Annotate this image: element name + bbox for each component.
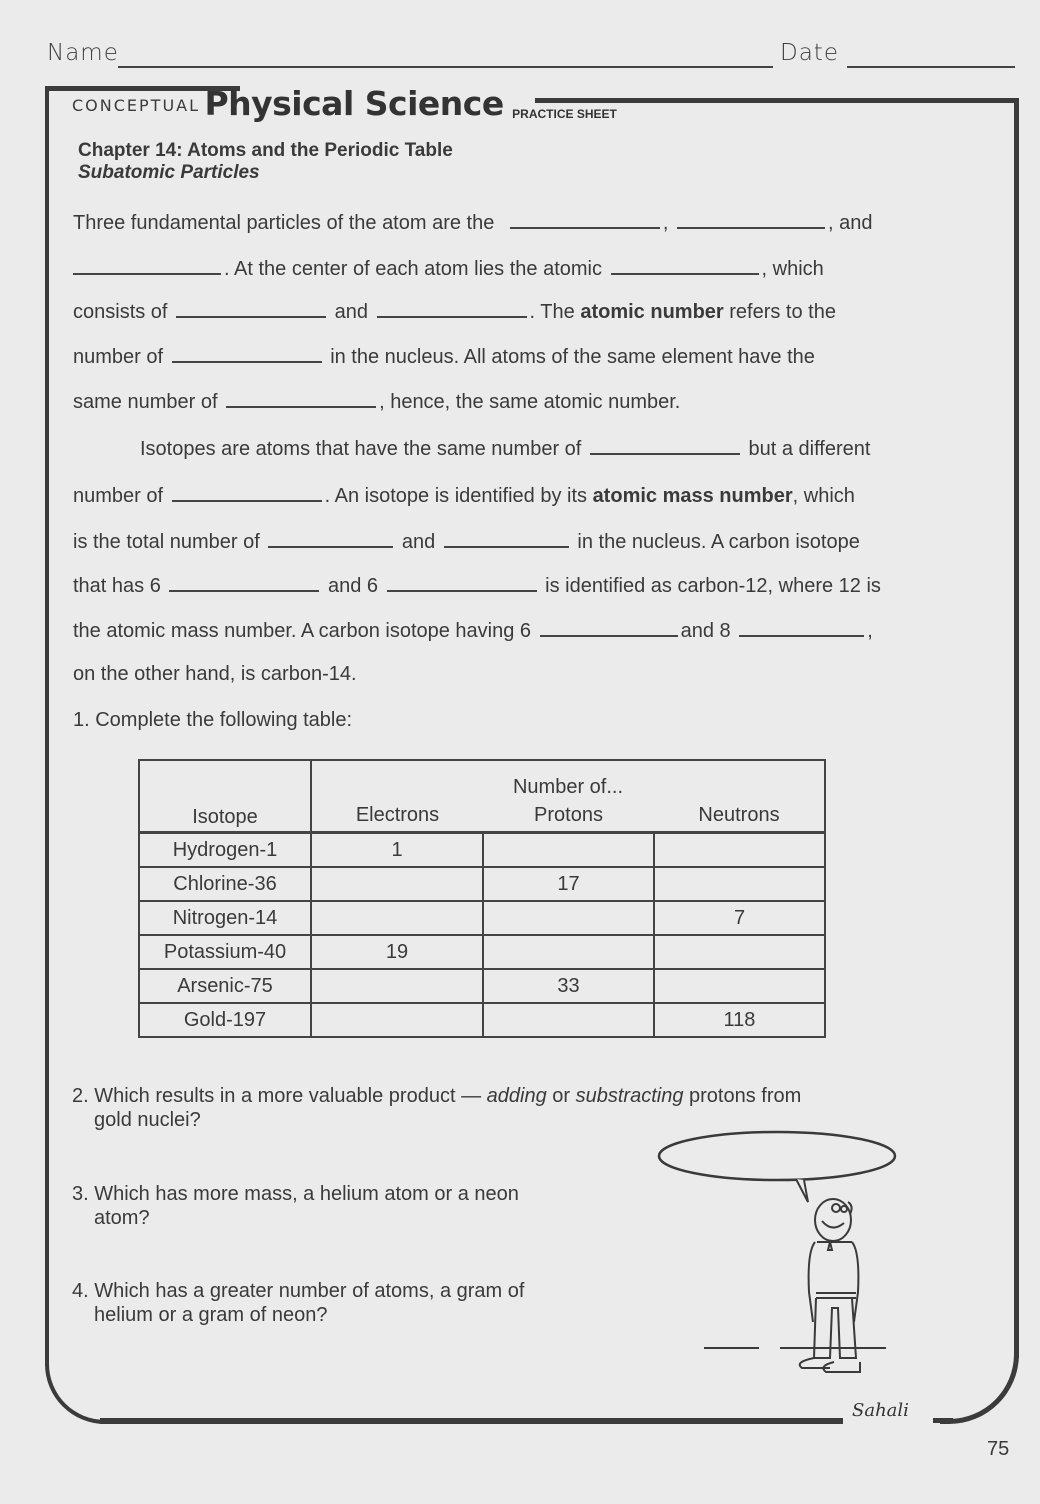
table-row — [139, 1003, 825, 1037]
text: 2. Which results in a more valuable product — — [72, 1085, 487, 1107]
text-line — [73, 663, 357, 686]
section-subtitle: Subatomic Particles — [78, 162, 260, 183]
fill-blank[interactable] — [172, 345, 322, 363]
text: Three fundamental particles of the atom are the — [73, 212, 495, 234]
fill-blank[interactable] — [73, 257, 221, 275]
text: , hence, the same atomic number. — [379, 391, 681, 413]
text-line — [73, 211, 873, 235]
fill-blank[interactable] — [176, 300, 326, 318]
answer-cell[interactable] — [654, 935, 825, 969]
text: or — [546, 1085, 576, 1107]
text: , — [867, 620, 873, 642]
brand-title: Physical Science — [204, 84, 504, 123]
text-line — [73, 257, 824, 281]
text-line — [140, 437, 870, 461]
answer-cell[interactable] — [311, 901, 483, 935]
text: and 8 — [680, 620, 731, 642]
column-header-isotope: Isotope — [139, 760, 311, 833]
text: 4. Which has a greater number of atoms, a gram of — [72, 1280, 525, 1302]
text: , and — [828, 212, 873, 234]
chapter-title: Chapter 14: Atoms and the Periodic Table — [78, 140, 453, 161]
speech-bubble — [659, 1132, 895, 1180]
text-line — [73, 300, 836, 324]
column-header-electrons: Electrons — [311, 799, 483, 833]
fill-blank[interactable] — [677, 211, 825, 229]
column-header-neutrons: Neutrons — [654, 799, 825, 833]
text: atom? — [94, 1207, 150, 1229]
isotope-name-cell: Nitrogen-14 — [139, 901, 311, 935]
text: and — [334, 301, 368, 323]
value-cell: 1 — [311, 833, 483, 868]
page-number: 75 — [987, 1438, 1010, 1460]
text: in the nucleus. All atoms of the same element have the — [330, 346, 815, 368]
text: but a different — [748, 438, 871, 460]
fill-blank[interactable] — [268, 530, 393, 548]
text: helium or a gram of neon? — [94, 1304, 328, 1326]
frame-border-right — [1014, 98, 1019, 1358]
text: , — [662, 212, 669, 234]
fill-blank[interactable] — [444, 530, 569, 548]
value-cell: 33 — [483, 969, 654, 1003]
value-cell: 17 — [483, 867, 654, 901]
frame-border-left — [45, 86, 49, 1366]
speech-bubble-tail — [796, 1179, 808, 1202]
text: the atomic mass number. A carbon isotope having 6 — [73, 620, 532, 642]
answer-cell[interactable] — [311, 867, 483, 901]
frame-border-bottom-right — [933, 1418, 953, 1423]
question-4 — [72, 1279, 524, 1327]
text: gold nuclei? — [94, 1109, 201, 1131]
fill-blank[interactable] — [172, 484, 322, 502]
fill-blank[interactable] — [387, 574, 537, 592]
isotope-name-cell: Hydrogen-1 — [139, 833, 311, 868]
value-cell: 19 — [311, 935, 483, 969]
text: that has 6 — [73, 575, 161, 597]
artist-signature: Sahali — [852, 1400, 909, 1421]
text: protons from — [683, 1085, 802, 1107]
cartoon-illustration — [600, 1130, 920, 1400]
answer-cell[interactable] — [483, 1003, 654, 1037]
text: . The — [529, 301, 575, 323]
person-figure — [704, 1199, 886, 1372]
text-line — [73, 574, 881, 598]
text: is identified as carbon-12, where 12 is — [545, 575, 881, 597]
text-line — [73, 390, 680, 414]
name-label: Name — [47, 40, 119, 66]
fill-blank[interactable] — [611, 257, 759, 275]
answer-cell[interactable] — [483, 833, 654, 868]
question-2 — [72, 1084, 801, 1132]
isotope-name-cell: Potassium-40 — [139, 935, 311, 969]
date-field[interactable] — [847, 66, 1015, 68]
frame-corner-bottom-right — [940, 1340, 1019, 1424]
text-line — [73, 530, 860, 554]
text: in the nucleus. A carbon isotope — [577, 531, 860, 553]
frame-corner-bottom-left — [45, 1340, 105, 1424]
answer-cell[interactable] — [654, 833, 825, 868]
text: and 6 — [327, 575, 379, 597]
frame-border-bottom — [100, 1418, 843, 1424]
isotope-name-cell: Gold-197 — [139, 1003, 311, 1037]
text-bold: atomic number — [580, 301, 724, 323]
text-italic: substracting — [575, 1085, 684, 1107]
value-cell: 7 — [654, 901, 825, 935]
text: number of — [73, 346, 164, 368]
answer-cell[interactable] — [654, 969, 825, 1003]
text: on the other hand, is carbon-14. — [73, 663, 357, 685]
value-cell: 118 — [654, 1003, 825, 1037]
text: 3. Which has more mass, a helium atom or a neon — [72, 1183, 519, 1205]
text: , which — [761, 258, 824, 280]
text-line — [73, 484, 855, 508]
column-header-protons: Protons — [483, 799, 654, 833]
text-line — [73, 345, 815, 369]
name-field[interactable] — [118, 66, 773, 68]
date-label: Date — [780, 40, 839, 66]
fill-blank[interactable] — [226, 390, 376, 408]
text: number of — [73, 485, 164, 507]
text: . An isotope is identified by its — [324, 485, 587, 507]
table-row — [139, 901, 825, 935]
answer-cell[interactable] — [654, 867, 825, 901]
answer-cell[interactable] — [483, 935, 654, 969]
text-bold: atomic mass number — [592, 485, 793, 507]
text-italic: adding — [486, 1085, 547, 1107]
brand-conceptual: CONCEPTUAL — [72, 96, 201, 115]
isotope-name-cell: Chlorine-36 — [139, 867, 311, 901]
isotope-name-cell: Arsenic-75 — [139, 969, 311, 1003]
brand-practice-sheet: PRACTICE SHEET — [512, 107, 617, 121]
text: Isotopes are atoms that have the same number of — [140, 438, 582, 460]
brand-header — [72, 84, 617, 123]
isotope-table — [138, 759, 826, 1038]
text: is the total number of — [73, 531, 260, 553]
text: and — [401, 531, 436, 553]
group-header-number-of: Number of... — [311, 760, 825, 799]
text: consists of — [73, 301, 168, 323]
question-3 — [72, 1182, 519, 1230]
fill-blank[interactable] — [540, 619, 678, 637]
text-line — [73, 619, 873, 643]
text: refers to the — [729, 301, 836, 323]
table-row — [139, 969, 825, 1003]
text: . At the center of each atom lies the atomic — [224, 258, 602, 280]
table-row — [139, 935, 825, 969]
answer-cell[interactable] — [311, 969, 483, 1003]
fill-blank[interactable] — [377, 300, 527, 318]
answer-cell[interactable] — [483, 901, 654, 935]
fill-blank[interactable] — [510, 211, 660, 229]
text: , which — [792, 485, 855, 507]
fill-blank[interactable] — [169, 574, 319, 592]
question-1-text: 1. Complete the following table: — [73, 709, 353, 731]
fill-blank[interactable] — [590, 437, 740, 455]
table-row — [139, 867, 825, 901]
text: same number of — [73, 391, 218, 413]
question-1 — [73, 709, 352, 732]
table-row — [139, 833, 825, 868]
fill-blank[interactable] — [739, 619, 864, 637]
answer-cell[interactable] — [311, 1003, 483, 1037]
